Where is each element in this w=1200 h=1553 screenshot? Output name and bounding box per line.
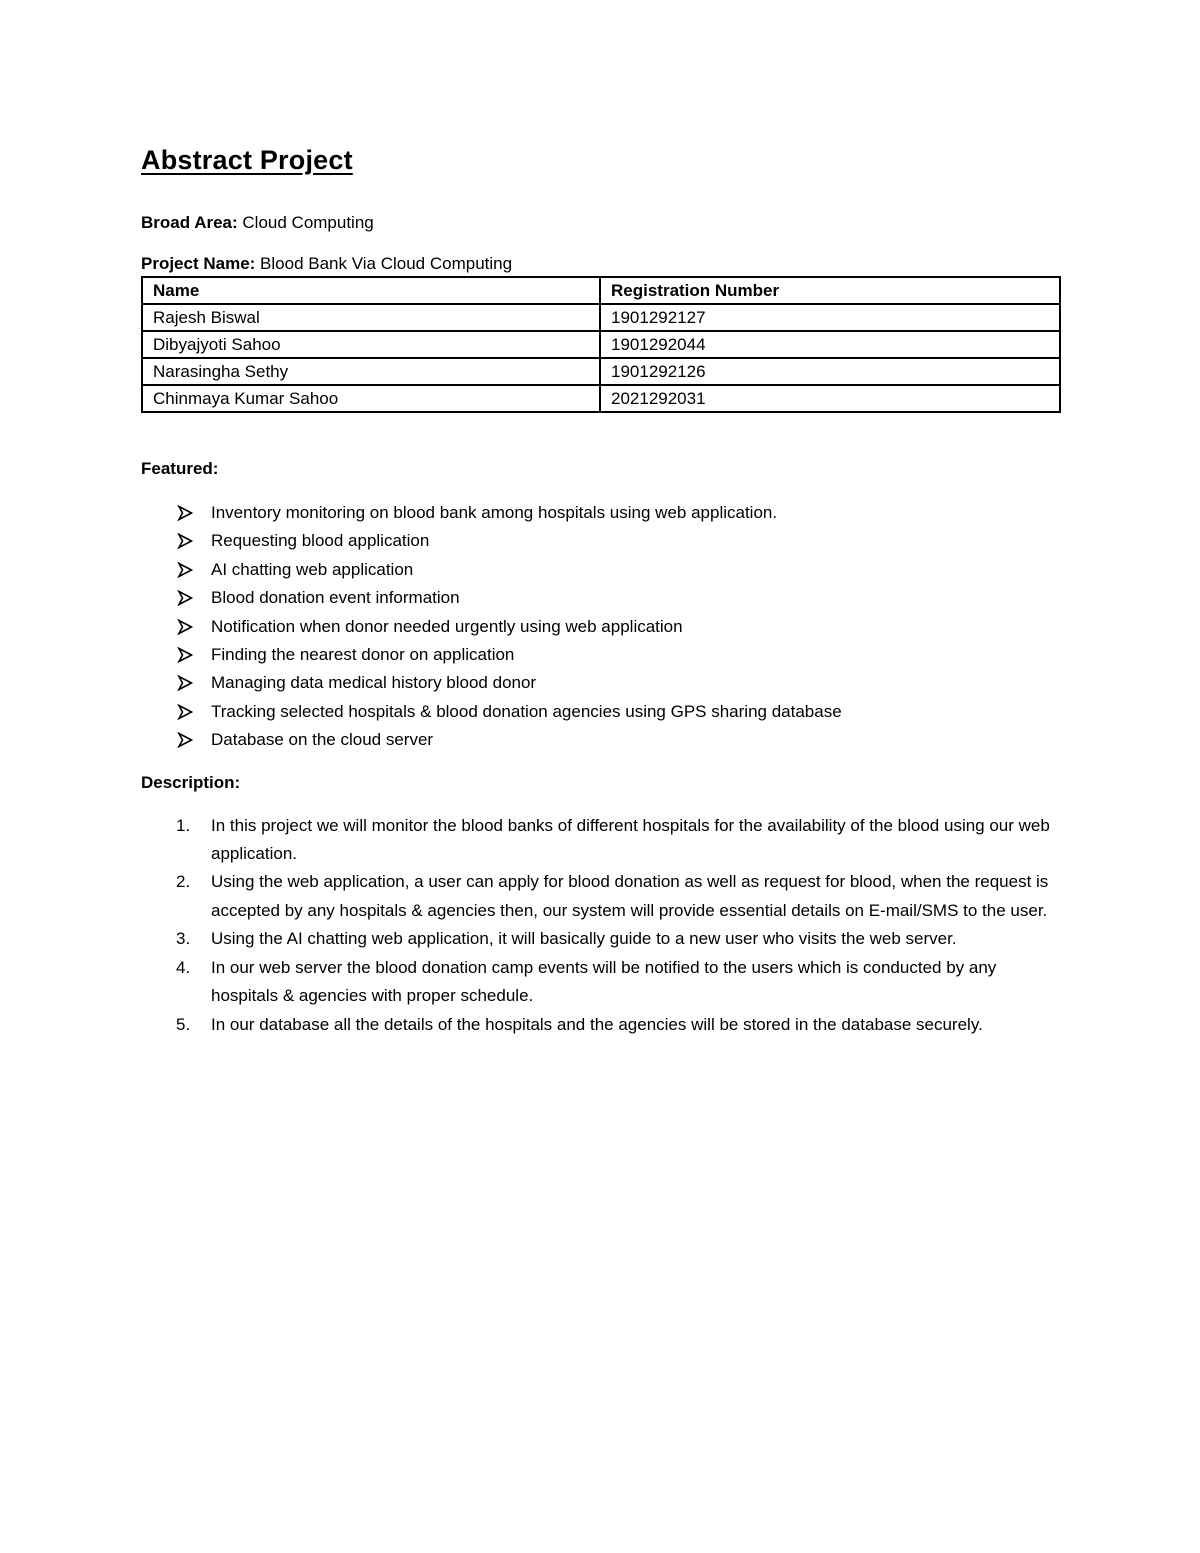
- list-item: [141, 613, 1059, 641]
- member-name-cell: Rajesh Biswal: [142, 304, 600, 331]
- feature-text: Requesting blood application: [211, 531, 430, 551]
- project-name-label: Project Name:: [141, 254, 256, 273]
- description-list: [141, 812, 1059, 1039]
- list-item: [141, 527, 1059, 555]
- list-item: [141, 1011, 1059, 1039]
- feature-text: Database on the cloud server: [211, 730, 434, 750]
- list-item: [141, 556, 1059, 584]
- featured-heading: Featured:: [141, 459, 219, 478]
- table-header-row: [142, 277, 1060, 304]
- feature-text: Managing data medical history blood donor: [211, 673, 537, 693]
- description-text: In our web server the blood donation camp events will be notified to the users which is conducted by any hospitals & agencies with proper schedule.: [211, 957, 997, 1006]
- page-title: Abstract Project: [141, 145, 353, 175]
- arrow-bullet-icon: [177, 675, 193, 691]
- list-item: [141, 584, 1059, 612]
- arrow-bullet-icon: [177, 590, 193, 606]
- broad-area-label: Broad Area:: [141, 213, 238, 232]
- list-item: [141, 925, 1059, 953]
- arrow-bullet-icon: [177, 704, 193, 720]
- table-row: [142, 304, 1060, 331]
- arrow-bullet-icon: [177, 732, 193, 748]
- feature-text: Inventory monitoring on blood bank among hospitals using web application.: [211, 503, 778, 522]
- member-name-cell: Chinmaya Kumar Sahoo: [142, 385, 600, 412]
- registration-number-cell: 1901292127: [600, 304, 1060, 331]
- item-number: 2.: [176, 872, 191, 892]
- column-header-registration-number: Registration Number: [600, 277, 1060, 304]
- arrow-bullet-icon: [177, 533, 193, 549]
- item-number: 5.: [176, 1014, 191, 1034]
- list-item: [141, 499, 1059, 527]
- item-number: 1.: [176, 815, 191, 835]
- registration-number-cell: 1901292126: [600, 358, 1060, 385]
- item-number: 3.: [176, 929, 191, 949]
- project-name-line: [141, 252, 1059, 276]
- document-page: [141, 140, 1059, 1039]
- description-heading: Description:: [141, 772, 241, 792]
- arrow-bullet-icon: [177, 505, 193, 521]
- feature-text: Tracking selected hospitals & blood donation agencies using GPS sharing database: [211, 701, 842, 721]
- arrow-bullet-icon: [177, 619, 193, 635]
- arrow-bullet-icon: [177, 562, 193, 578]
- description-text: Using the web application, a user can apply for blood donation as well as request for blood, when the request is accepted by any hospitals & agencies then, our system will provide essential details on E-mail/SMS to the user.: [211, 872, 1049, 920]
- list-item: [141, 669, 1059, 697]
- item-number: 4.: [176, 957, 191, 977]
- member-name-cell: Dibyajyoti Sahoo: [142, 331, 600, 358]
- member-name-cell: Narasingha Sethy: [142, 358, 600, 385]
- description-text: Using the AI chatting web application, it will basically guide to a new user who visits the web server.: [211, 929, 957, 949]
- description-text: In this project we will monitor the blood banks of different hospitals for the availability of the blood using our web application.: [211, 815, 1050, 864]
- list-item: [141, 641, 1059, 669]
- members-table: [141, 276, 1061, 413]
- features-list: [141, 499, 1059, 755]
- column-header-name: Name: [142, 277, 600, 304]
- list-item: [141, 726, 1059, 754]
- table-row: [142, 331, 1060, 358]
- table-row: [142, 385, 1060, 412]
- broad-area-line: [141, 211, 1059, 235]
- list-item: [141, 698, 1059, 726]
- arrow-bullet-icon: [177, 647, 193, 663]
- list-item: [141, 868, 1059, 925]
- description-text: In our database all the details of the hospitals and the agencies will be stored in the database securely.: [211, 1014, 983, 1034]
- project-name-value: Blood Bank Via Cloud Computing: [255, 254, 513, 273]
- feature-text: Blood donation event information: [211, 588, 460, 608]
- broad-area-value: Cloud Computing: [237, 213, 374, 232]
- feature-text: Notification when donor needed urgently using web application: [211, 616, 683, 636]
- table-row: [142, 358, 1060, 385]
- list-item: [141, 954, 1059, 1011]
- registration-number-cell: 1901292044: [600, 331, 1060, 358]
- registration-number-cell: 2021292031: [600, 385, 1060, 412]
- feature-text: AI chatting web application: [211, 559, 414, 579]
- feature-text: Finding the nearest donor on application: [211, 645, 515, 665]
- list-item: [141, 812, 1059, 869]
